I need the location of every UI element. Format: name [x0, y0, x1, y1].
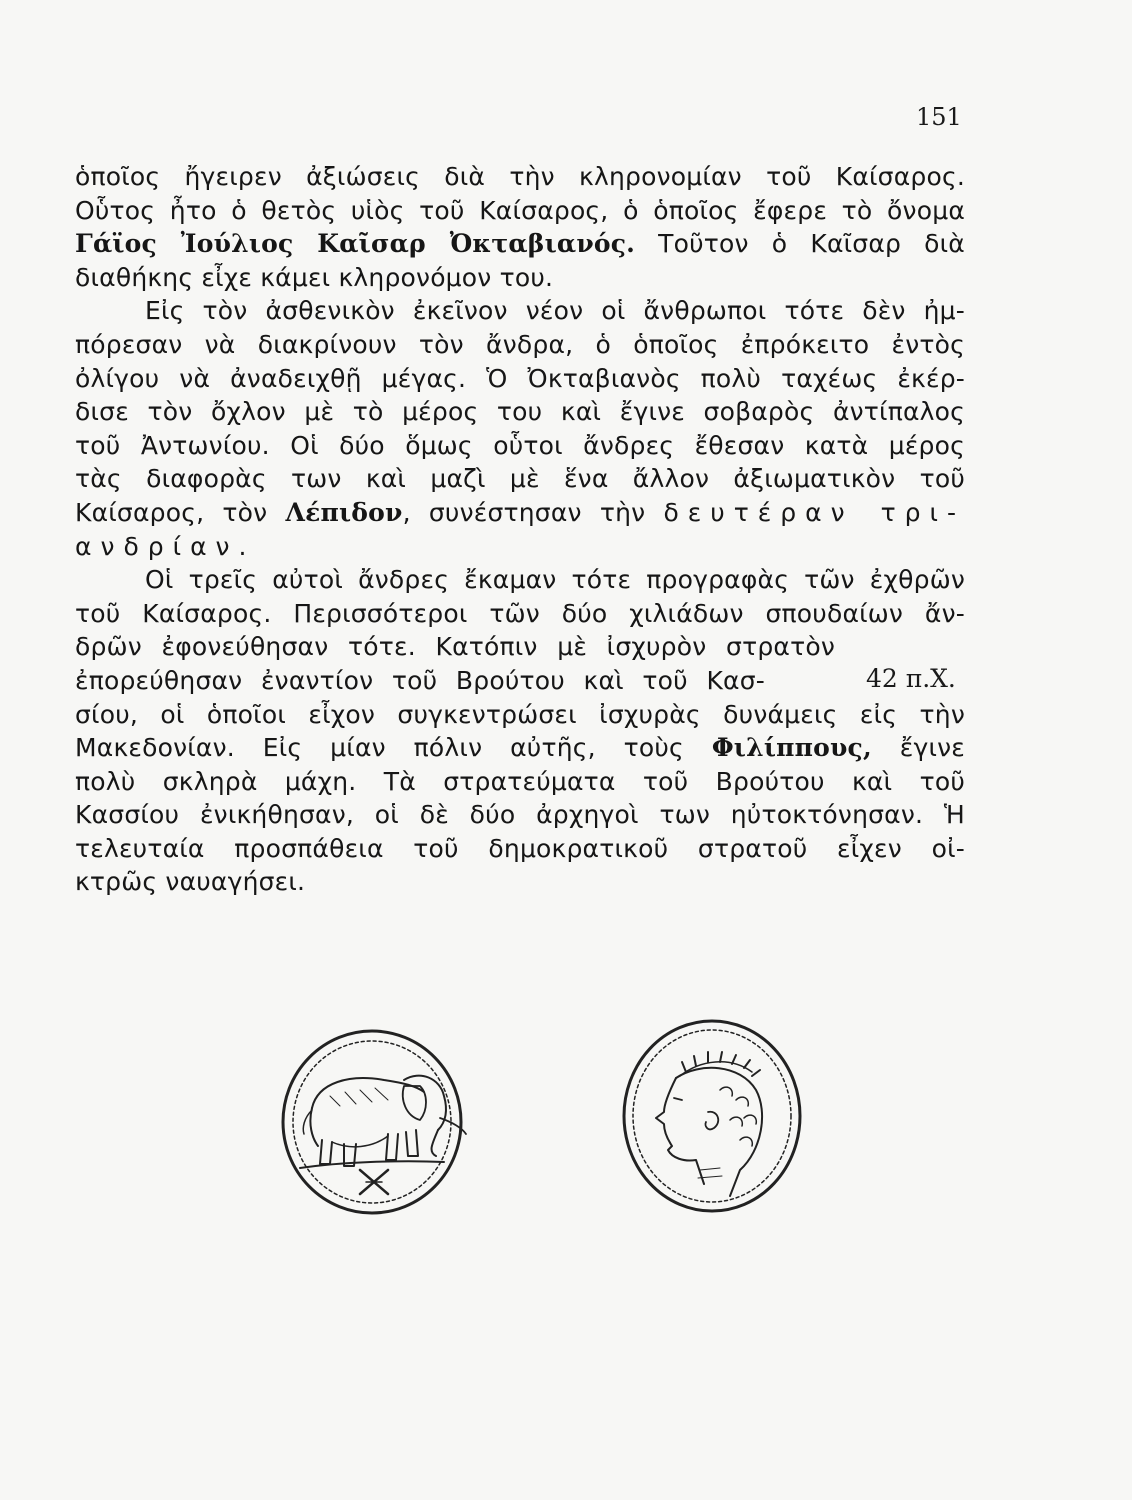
text-line: διαθήκης εἶχε κάμει κληρονόμον του. [75, 262, 554, 292]
text-fragment: Τοῦτον ὁ Καῖσαρ διὰ [658, 229, 965, 259]
text-line: κτρῶς ναυαγήσει. [75, 867, 306, 897]
text-line [75, 731, 965, 765]
text-line: Οἱ τρεῖς αὐτοὶ ἄνδρες ἔκαμαν τότε προγραφὰς τῶν ἐχθρῶν [145, 565, 965, 595]
text-fragment: ἔγινε [899, 733, 965, 763]
text-line: δισε τὸν ὄχλον μὲ τὸ μέρος του καὶ ἔγινε σοβαρὸς ἀντίπαλος [75, 397, 965, 427]
spaced-term: ανδρίαν. [75, 531, 256, 561]
text-line [75, 530, 965, 564]
text-line: ὀλίγου νὰ ἀναδειχθῇ μέγας. Ὁ Ὀκταβιανὸς πολὺ ταχέως ἐκέρ- [75, 363, 965, 393]
text-line: τὰς διαφορὰς των καὶ μαζὶ μὲ ἕνα ἄλλον ἀξιωματικὸν τοῦ [75, 464, 965, 494]
text-line: τοῦ Καίσαρος. Περισσότεροι τῶν δύο χιλιάδων σπουδαίων ἄν- [75, 598, 965, 628]
portrait-coin [624, 1021, 800, 1211]
page-number: 151 [916, 103, 962, 131]
text-line: Οὗτος ἦτο ὁ θετὸς υἱὸς τοῦ Καίσαρος, ὁ ὁποῖος ἔφερε τὸ ὄνομα [75, 195, 965, 225]
text-fragment: Μακεδονίαν. Εἰς μίαν πόλιν αὐτῆς, τοὺς [75, 733, 684, 763]
text-line: ὁποῖος ἤγειρεν ἀξιώσεις διὰ τὴν κληρονομίαν τοῦ Καίσαρος. [75, 162, 965, 191]
body-text [75, 160, 965, 899]
text-fragment: , συνέστησαν τὴν [402, 497, 646, 527]
text-line: τοῦ Ἀντωνίου. Οἱ δύο ὅμως οὗτοι ἄνδρες ἔθεσαν κατὰ μέρος [75, 430, 965, 460]
text-line: Κασσίου ἐνικήθησαν, οἱ δὲ δύο ἀρχηγοὶ των ηὐτοκτόνησαν. Ἡ [75, 800, 965, 830]
text-line: τελευταία προσπάθεια τοῦ δημοκρατικοῦ στρατοῦ εἶχεν οἰ- [75, 833, 965, 863]
name-octavian: Γάϊος Ἰούλιος Καῖσαρ Ὀκταβιανός. [75, 229, 636, 259]
text-line: πολὺ σκληρὰ μάχη. Τὰ στρατεύματα τοῦ Βρούτου καὶ τοῦ [75, 766, 965, 796]
spaced-term: δευτέραν τρι- [663, 497, 965, 527]
elephant-coin [283, 1031, 466, 1213]
name-philippi: Φιλίππους, [711, 733, 872, 763]
text-line: πόρεσαν νὰ διακρίνουν τὸν ἄνδρα, ὁ ὁποῖος ἐπρόκειτο ἐντὸς [75, 329, 965, 359]
text-line [75, 496, 965, 530]
text-line: ἐπορεύθησαν ἐναντίον τοῦ Βρούτου καὶ τοῦ Κασ- [75, 665, 765, 695]
margin-date-note: 42 π.Χ. [866, 664, 956, 693]
text-line: Εἰς τὸν ἀσθενικὸν ἐκεῖνον νέον οἱ ἄνθρωποι τότε δὲν ἠμ- [145, 296, 965, 326]
text-fragment: Καίσαρος, τὸν [75, 497, 268, 527]
text-line: σίου, οἱ ὁποῖοι εἶχον συγκεντρώσει ἰσχυρὰς δυνάμεις εἰς τὴν [75, 699, 965, 729]
text-line [75, 227, 965, 261]
text-line: δρῶν ἐφονεύθησαν τότε. Κατόπιν μὲ ἰσχυρὸν στρατὸν [75, 632, 835, 662]
name-lepidus: Λέπιδον [285, 497, 403, 527]
